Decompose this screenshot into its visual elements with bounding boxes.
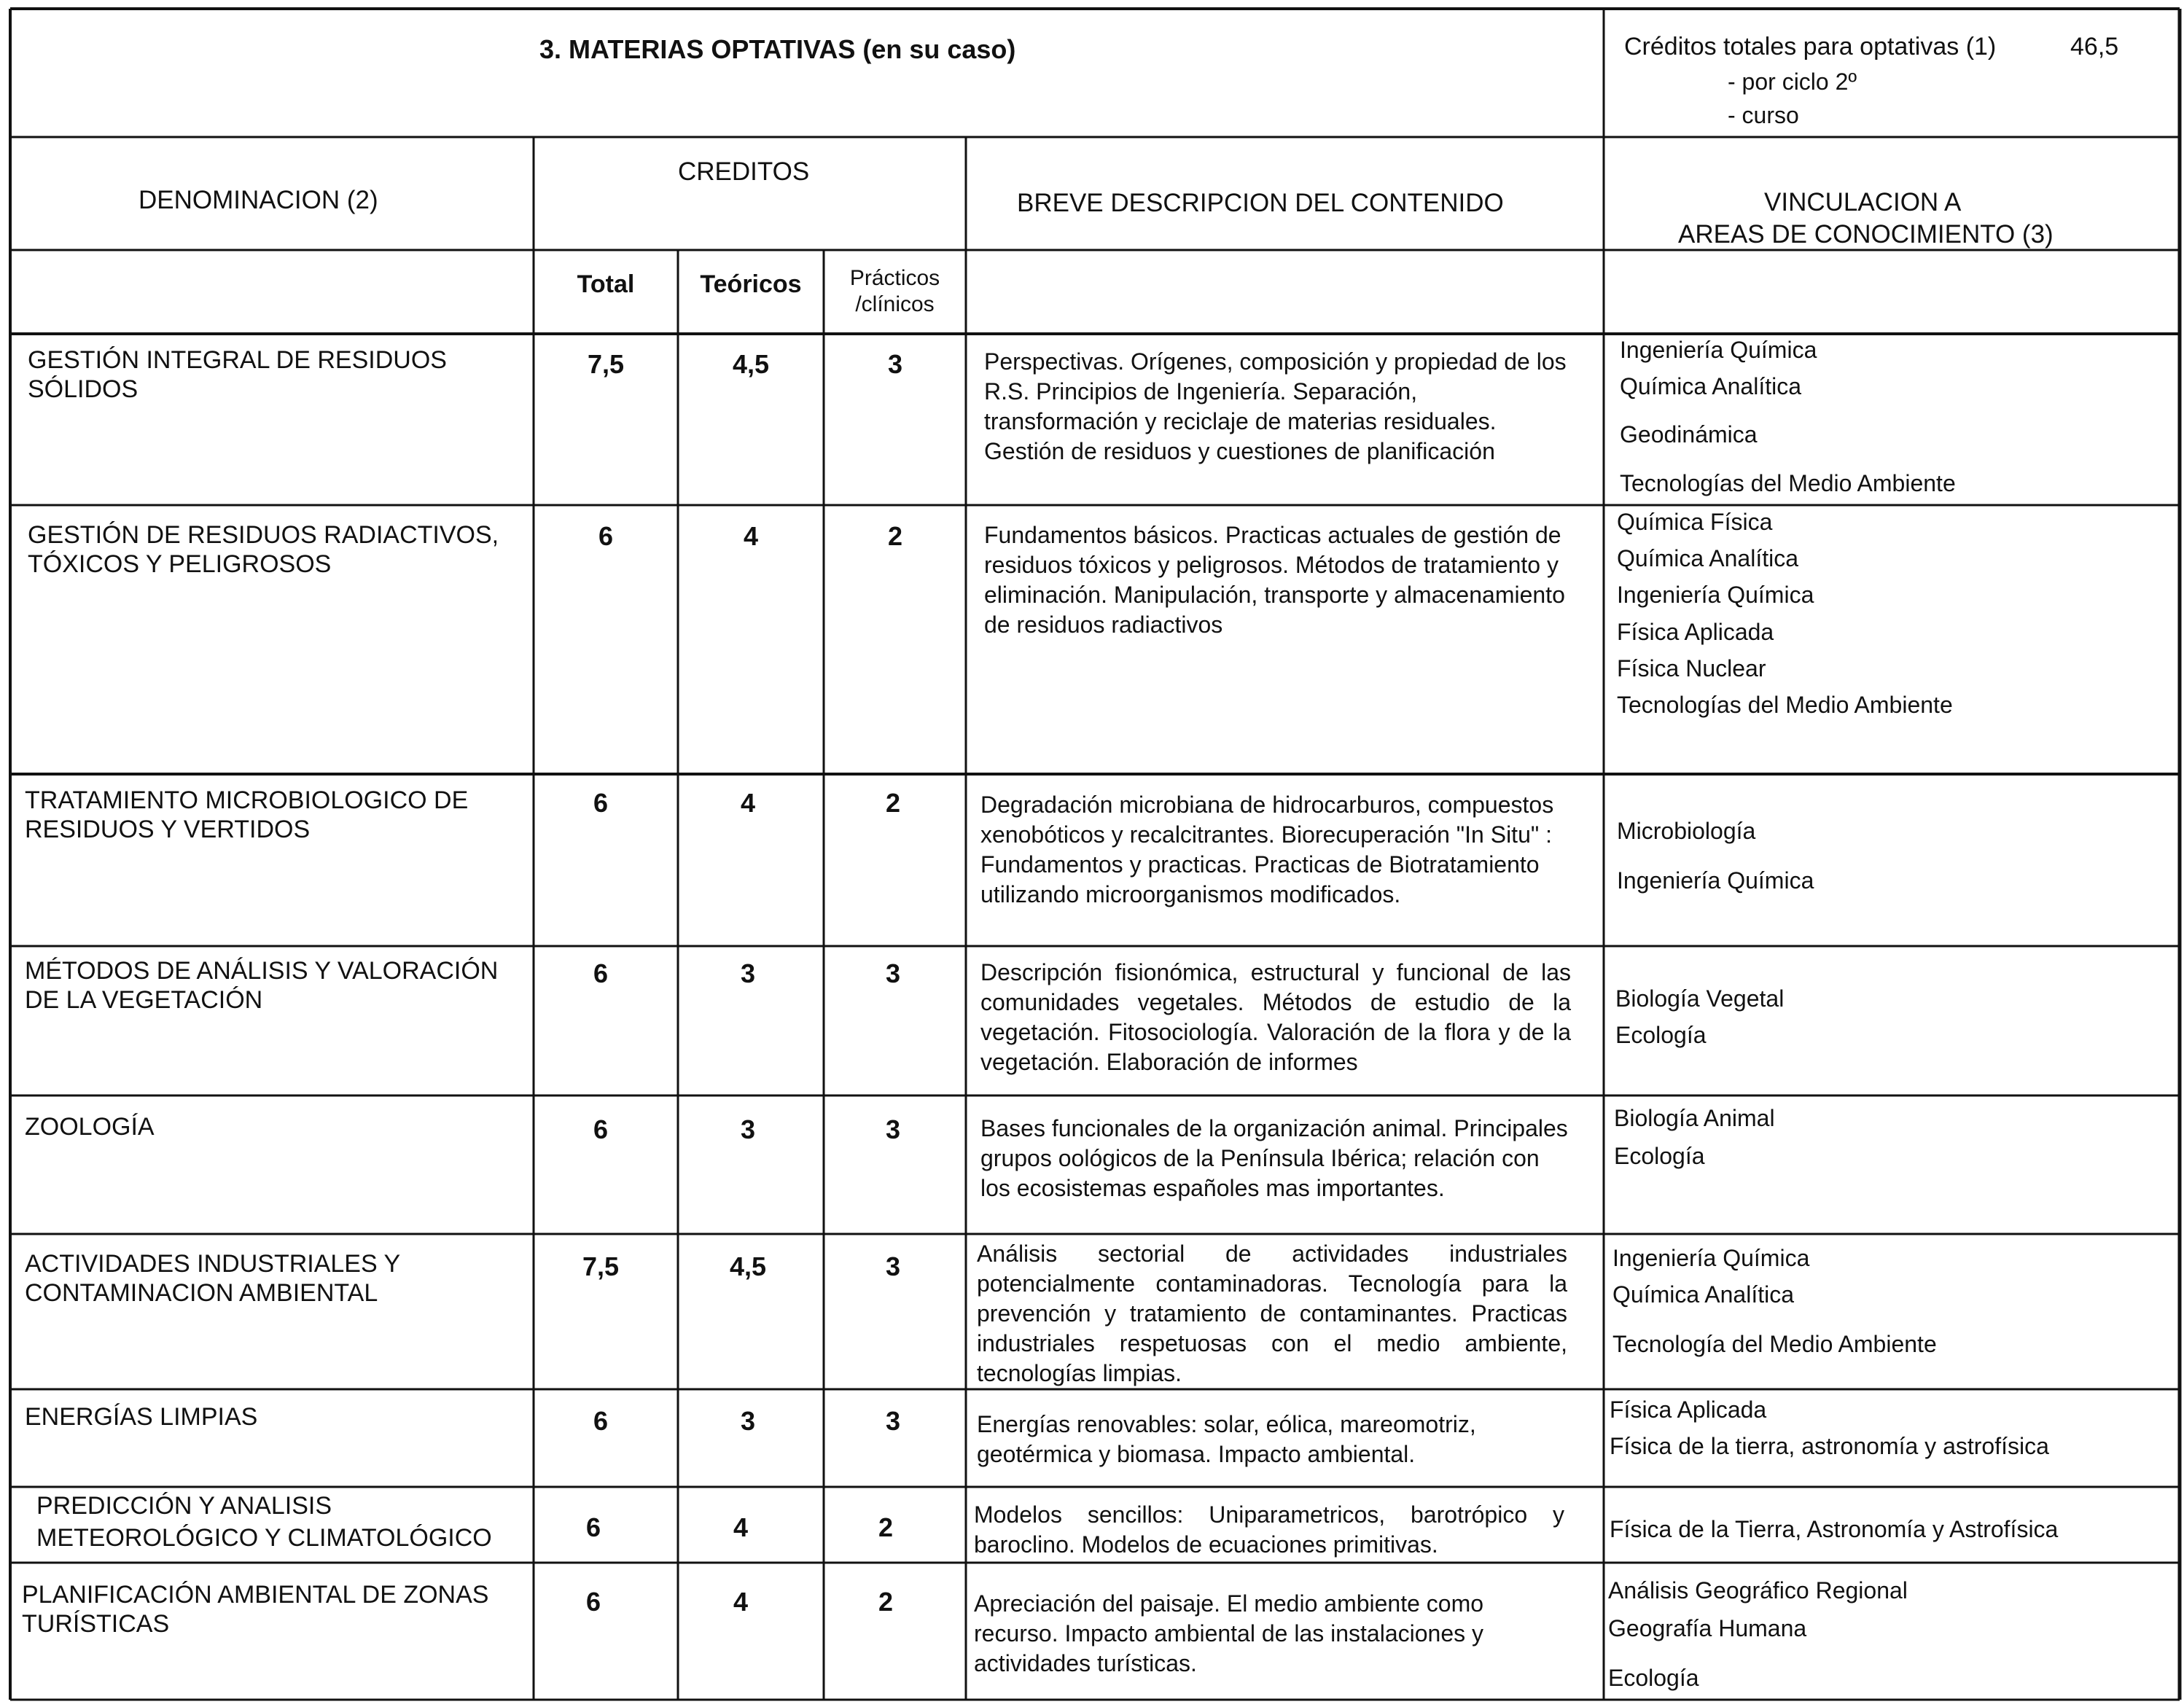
row-name-line: GESTIÓN DE RESIDUOS RADIACTIVOS,	[28, 521, 499, 549]
row-area: Ingeniería Química	[1617, 867, 1814, 894]
row-teoricos: 4	[733, 1512, 749, 1542]
col-header-denominacion: DENOMINACION (2)	[139, 186, 378, 214]
section-title: 3. MATERIAS OPTATIVAS (en su caso)	[539, 34, 1016, 64]
row-area: Microbiología	[1617, 818, 1756, 844]
row-teoricos: 3	[740, 958, 756, 988]
row-area: Geodinámica	[1620, 421, 1758, 448]
col-header-teoricos: Teóricos	[700, 270, 802, 298]
row-teoricos: 3	[740, 1114, 756, 1144]
row-practicos: 2	[885, 788, 901, 818]
row-name-line: ACTIVIDADES INDUSTRIALES Y	[25, 1250, 401, 1278]
row-teoricos: 3	[740, 1406, 756, 1436]
row-name-line: METEOROLÓGICO Y CLIMATOLÓGICO	[36, 1524, 492, 1552]
row-area: Análisis Geográfico Regional	[1608, 1577, 1908, 1604]
row-area: Química Analítica	[1612, 1281, 1794, 1308]
row-area: Química Analítica	[1620, 373, 1801, 399]
credits-total-value: 46,5	[2070, 33, 2119, 60]
row-name-line: TÓXICOS Y PELIGROSOS	[28, 550, 332, 578]
row-area: Ecología	[1608, 1665, 1699, 1691]
row-name-line: TURÍSTICAS	[22, 1610, 170, 1638]
col-header-vinculacion-1: VINCULACION A	[1764, 188, 1962, 216]
row-area: Física de la Tierra, Astronomía y Astrofísica	[1610, 1516, 2059, 1542]
row-description: Energías renovables: solar, eólica, mareomotriz, geotérmica y biomasa. Impacto ambiental.	[977, 1411, 1476, 1467]
row-area: Biología Vegetal	[1615, 985, 1785, 1012]
row-area: Ingeniería Química	[1617, 582, 1814, 608]
row-total: 6	[593, 958, 609, 988]
row-total: 6	[585, 1512, 601, 1542]
row-name-line: DE LA VEGETACIÓN	[25, 986, 263, 1014]
row-total: 6	[598, 521, 614, 551]
row-teoricos: 4	[733, 1587, 749, 1617]
row-practicos: 2	[887, 521, 903, 551]
row-area: Física Nuclear	[1617, 655, 1766, 681]
row-name-line: MÉTODOS DE ANÁLISIS Y VALORACIÓN	[25, 957, 499, 985]
row-practicos: 2	[878, 1512, 894, 1542]
row-practicos: 2	[878, 1587, 894, 1617]
row-area: Ecología	[1615, 1022, 1707, 1048]
col-header-total: Total	[577, 270, 635, 298]
row-total: 6	[593, 1406, 609, 1436]
col-header-practicos-1: Prácticos	[849, 266, 940, 290]
row-description: Análisis sectorial de actividades industriales potencialmente contaminadoras. Tecnología para la prevención y tratamiento de contaminantes. Practicas industriales respetuosas con el medio ambiente, tecnologías limpias.	[977, 1241, 1567, 1386]
row-practicos: 3	[887, 349, 903, 379]
row-total: 6	[593, 788, 609, 818]
col-header-creditos: CREDITOS	[678, 157, 810, 186]
col-header-vinculacion-2: AREAS DE CONOCIMIENTO (3)	[1678, 220, 2054, 249]
col-header-descripcion: BREVE DESCRIPCION DEL CONTENIDO	[1017, 189, 1504, 217]
credits-por-ciclo: - por ciclo 2º	[1728, 69, 1857, 95]
row-description: Apreciación del paisaje. El medio ambiente como recurso. Impacto ambiental de las instalaciones y actividades turísticas.	[974, 1590, 1484, 1676]
row-name-line: PREDICCIÓN Y ANALISIS	[36, 1492, 332, 1520]
row-name-line: SÓLIDOS	[28, 375, 139, 403]
row-area: Biología Animal	[1614, 1105, 1775, 1131]
row-area: Ingeniería Química	[1612, 1245, 1810, 1271]
row-area: Ingeniería Química	[1620, 337, 1817, 363]
row-description: Perspectivas. Orígenes, composición y propiedad de los R.S. Principios de Ingeniería. Separación, transformación y reciclaje de materias residuales. Gestión de residuos y cuestiones de planificación	[984, 348, 1567, 464]
row-name-line: ENERGÍAS LIMPIAS	[25, 1403, 258, 1431]
row-name-line: TRATAMIENTO MICROBIOLOGICO DE	[25, 786, 469, 814]
credits-total-label: Créditos totales para optativas (1)	[1624, 33, 1997, 60]
row-name-line: GESTIÓN INTEGRAL DE RESIDUOS	[28, 346, 447, 374]
row-description: Modelos sencillos: Uniparametricos, barotrópico y baroclino. Modelos de ecuaciones primitivas.	[974, 1501, 1564, 1558]
row-teoricos: 4,5	[729, 1251, 767, 1281]
row-description: Fundamentos básicos. Practicas actuales de gestión de residuos tóxicos y peligrosos. Métodos de tratamiento y eliminación. Manipulación, transporte y almacenamiento de residuos radiactivos	[984, 522, 1565, 638]
row-area: Tecnología del Medio Ambiente	[1612, 1331, 1937, 1357]
row-total: 7,5	[582, 1251, 620, 1281]
row-area: Tecnologías del Medio Ambiente	[1620, 470, 1956, 496]
row-area: Ecología	[1614, 1143, 1705, 1169]
row-teoricos: 4	[743, 521, 759, 551]
row-teoricos: 4,5	[732, 349, 770, 379]
row-name-line: CONTAMINACION AMBIENTAL	[25, 1279, 378, 1307]
row-name-line: PLANIFICACIÓN AMBIENTAL DE ZONAS	[22, 1581, 489, 1609]
row-total: 6	[585, 1587, 601, 1617]
row-area: Física de la tierra, astronomía y astrofísica	[1610, 1433, 2049, 1459]
row-description: Degradación microbiana de hidrocarburos, compuestos xenobóticos y recalcitrantes. Biorecuperación "In Situ" : Fundamentos y practicas. Practicas de Biotratamiento utilizando microorganismos modificados.	[980, 792, 1554, 907]
row-area: Física Aplicada	[1617, 619, 1774, 645]
row-description: Bases funcionales de la organización animal. Principales grupos oológicos de la Península Ibérica; relación con los ecosistemas españoles mas importantes.	[980, 1115, 1568, 1201]
row-area: Física Aplicada	[1610, 1397, 1767, 1423]
row-practicos: 3	[885, 1406, 901, 1436]
row-practicos: 3	[885, 958, 901, 988]
row-total: 7,5	[587, 349, 625, 379]
row-name-line: ZOOLOGÍA	[25, 1113, 155, 1141]
row-practicos: 3	[885, 1251, 901, 1281]
row-area: Tecnologías del Medio Ambiente	[1617, 692, 1953, 718]
row-area: Química Física	[1617, 509, 1773, 535]
row-area: Química Analítica	[1617, 545, 1798, 571]
credits-curso: - curso	[1728, 102, 1799, 128]
col-header-practicos-2: /clínicos	[855, 292, 935, 316]
row-area: Geografía Humana	[1608, 1615, 1807, 1641]
row-description: Descripción fisionómica, estructural y funcional de las comunidades vegetales. Métodos de estudio de la vegetación. Fitosociología. Valoración de la flora y de la vegetación. Elaboración de informes	[980, 959, 1571, 1075]
row-practicos: 3	[885, 1114, 901, 1144]
row-teoricos: 4	[740, 788, 756, 818]
row-total: 6	[593, 1114, 609, 1144]
row-name-line: RESIDUOS Y VERTIDOS	[25, 816, 311, 843]
